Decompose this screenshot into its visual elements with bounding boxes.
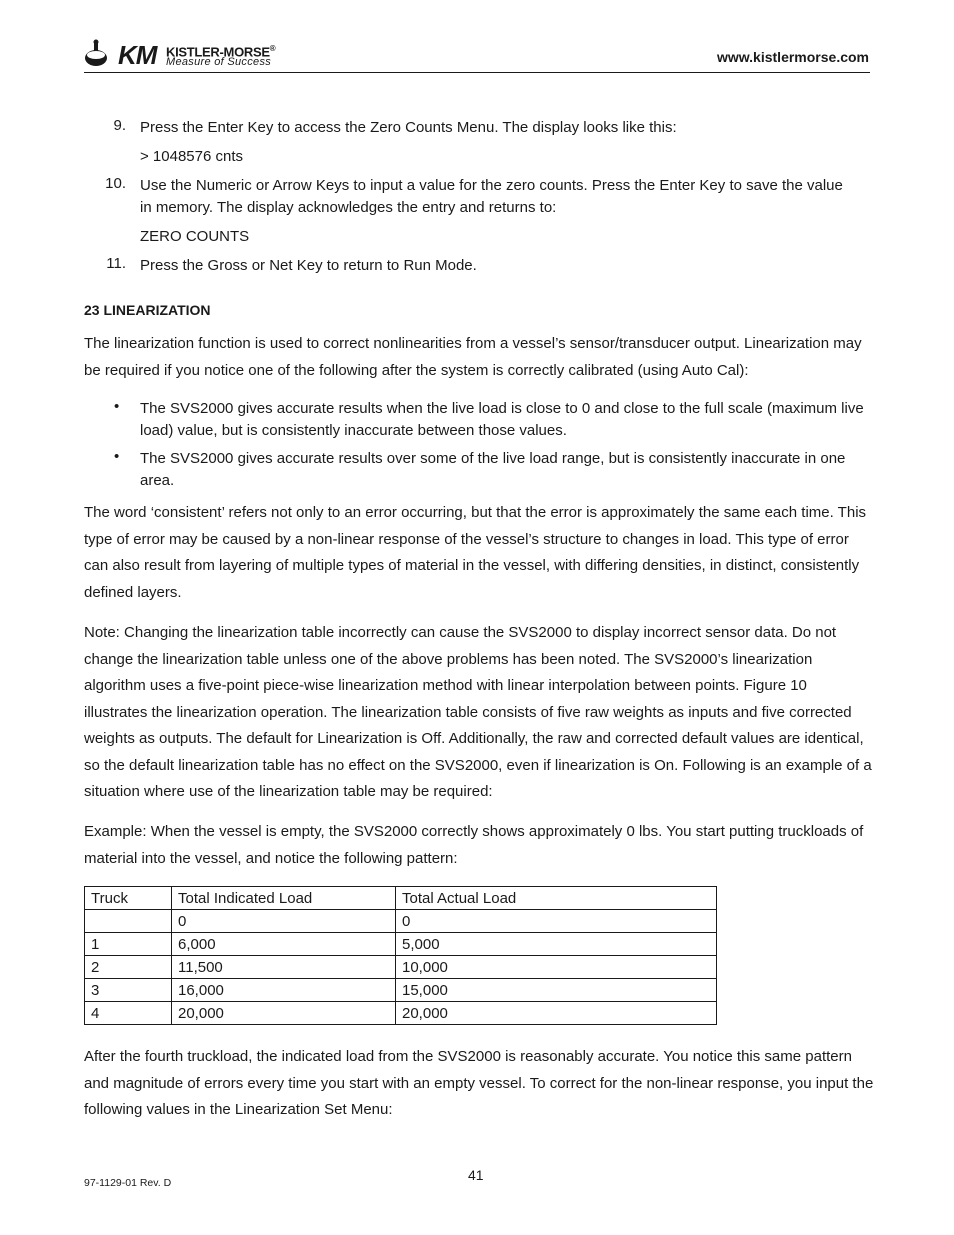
table-cell: 1 <box>85 933 172 956</box>
intro-paragraph: The linearization function is used to correct nonlinearities from a vessel’s sensor/transducer output. Linearization may be required if you notice one of the following after the system is correctly calibrated (using Auto Cal): <box>84 335 862 379</box>
table-cell: 0 <box>396 910 717 933</box>
table-cell: 15,000 <box>396 979 717 1002</box>
table-header-cell: Total Indicated Load <box>172 887 396 910</box>
step-text: Use the Numeric or Arrow Keys to input a value for the zero counts. Press the Enter Key to save the value in memory. The display acknowledges the entry and returns to: <box>140 177 843 216</box>
table-header-cell: Total Actual Load <box>396 887 717 910</box>
step-number: 10. <box>105 175 126 192</box>
table-cell: 4 <box>85 1002 172 1025</box>
display-readout: > 1048576 cnts <box>140 148 244 165</box>
page-number: 41 <box>468 1167 484 1183</box>
table-cell: 10,000 <box>396 956 717 979</box>
table-cell: 20,000 <box>396 1002 717 1025</box>
table-header-row <box>85 887 717 910</box>
step-text: Press the Gross or Net Key to return to Run Mode. <box>140 257 477 274</box>
table-cell: 6,000 <box>172 933 396 956</box>
company-logo <box>84 38 284 72</box>
bullet-dot: • <box>114 448 120 465</box>
note-paragraph: Note: Changing the linearization table incorrectly can cause the SVS2000 to display incorrect sensor data. Do not change the linearization table unless one of the above problems has been noted. The SVS2000’s linearization algorithm uses a five-point piece-wise linearization method with linear interpolation between points. Figure 10 illustrates the linearization operation. The linearization table consists of five raw weights as inputs and five corrected weights as outputs. The default for Linearization is Off. Additionally, the raw and corrected default values are identical, so the default linearization table has no effect on the SVS2000, even if linearization is On. Following is an example of a situation where use of the linearization table may be required: <box>84 624 872 800</box>
after-paragraph: After the fourth truckload, the indicated load from the SVS2000 is reasonably accurate. You notice this same pattern and magnitude of errors every time you start with an empty vessel. To correct for the non-linear response, you input the following values in the Linearization Set Menu: <box>84 1048 874 1118</box>
table-cell: 2 <box>85 956 172 979</box>
example-paragraph: Example: When the vessel is empty, the SVS2000 correctly shows approximately 0 lbs. You start putting truckloads of material into the vessel, and notice the following pattern: <box>84 823 864 867</box>
bullet-list <box>0 398 954 498</box>
bullet-item: The SVS2000 gives accurate results when the live load is close to 0 and close to the full scale (maximum live load) value, but is consistently inaccurate between those values. <box>140 400 864 439</box>
section-heading: 23 LINEARIZATION <box>84 302 211 318</box>
bullet-dot: • <box>114 398 120 415</box>
table-cell: 3 <box>85 979 172 1002</box>
table-cell: 5,000 <box>396 933 717 956</box>
table-row <box>85 910 717 933</box>
logo-emblem-icon <box>84 38 116 70</box>
step-number: 11. <box>106 255 126 272</box>
header-divider <box>84 72 870 73</box>
bullet-item: The SVS2000 gives accurate results over some of the live load range, but is consistently inaccurate in one area. <box>140 450 846 489</box>
table-row <box>85 1002 717 1025</box>
logo-tagline: Measure of Success <box>166 56 272 68</box>
table-row <box>85 933 717 956</box>
logo-initials: KM <box>118 40 157 70</box>
table-header-cell: Truck <box>85 887 172 910</box>
table-row <box>85 979 717 1002</box>
logo-company-name: KISTLER-MORSE® <box>166 44 276 60</box>
step-text: Press the Enter Key to access the Zero Counts Menu. The display looks like this: <box>140 119 677 136</box>
truckload-table <box>84 886 717 1025</box>
consistent-paragraph: The word ‘consistent’ refers not only to an error occurring, but that the error is approximately the same each time. This type of error may be caused by a non-linear response of the vessel’s structure to changes in load. This type of error can also result from layering of multiple types of material in the vessel, with differing densities, in distinct, consistently defined layers. <box>84 504 867 601</box>
table-cell: 20,000 <box>172 1002 396 1025</box>
table-cell <box>85 910 172 933</box>
table-row <box>85 956 717 979</box>
website-link[interactable]: www.kistlermorse.com <box>717 49 869 65</box>
display-readout: ZERO COUNTS <box>140 228 250 245</box>
table-cell: 0 <box>172 910 396 933</box>
step-number: 9. <box>113 117 126 134</box>
table-cell: 11,500 <box>172 956 396 979</box>
table-cell: 16,000 <box>172 979 396 1002</box>
document-id: 97-1129-01 Rev. D <box>84 1177 172 1189</box>
